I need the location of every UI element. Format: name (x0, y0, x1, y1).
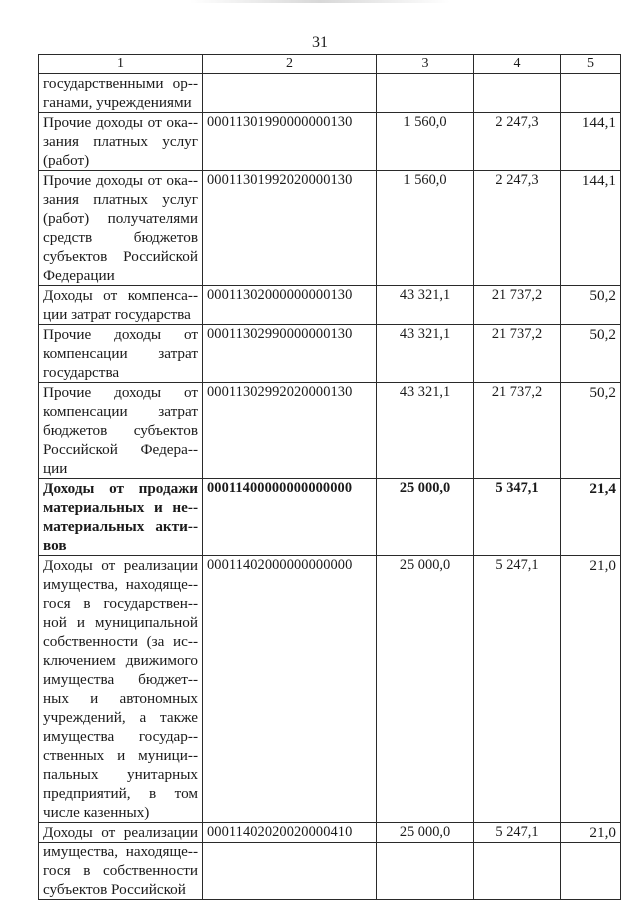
table-row (39, 171, 621, 286)
column-header: 3 (377, 55, 474, 74)
execution-percent-cell: 21,0 (561, 823, 621, 900)
planned-amount-cell (377, 74, 474, 113)
actual-amount-cell: 21 737,2 (474, 286, 561, 325)
actual-amount-cell: 5 247,1 (474, 823, 561, 900)
execution-percent-cell (561, 74, 621, 113)
column-header: 4 (474, 55, 561, 74)
budget-code-cell: 00011402020020000410 (203, 823, 377, 900)
budget-code-cell (203, 74, 377, 113)
actual-amount-cell: 5 247,1 (474, 556, 561, 823)
scan-edge-smudge (190, 0, 450, 3)
column-header: 2 (203, 55, 377, 74)
actual-amount-cell: 2 247,3 (474, 113, 561, 171)
execution-percent-cell: 144,1 (561, 171, 621, 286)
budget-code-cell: 00011302000000000130 (203, 286, 377, 325)
table-row (39, 74, 621, 113)
table-row (39, 383, 621, 479)
table-row (39, 113, 621, 171)
column-number-row (39, 55, 621, 74)
actual-amount-cell: 2 247,3 (474, 171, 561, 286)
planned-amount-cell: 1 560,0 (377, 171, 474, 286)
execution-percent-cell: 50,2 (561, 286, 621, 325)
execution-percent-cell: 21,4 (561, 479, 621, 556)
planned-amount-cell: 25 000,0 (377, 556, 474, 823)
income-name-cell: Доходы от продажи материальных и не-материальных акти-вов (39, 479, 203, 556)
planned-amount-cell: 25 000,0 (377, 479, 474, 556)
actual-amount-cell: 21 737,2 (474, 383, 561, 479)
column-header: 5 (561, 55, 621, 74)
execution-percent-cell: 50,2 (561, 383, 621, 479)
execution-percent-cell: 50,2 (561, 325, 621, 383)
budget-code-cell: 00011301990000000130 (203, 113, 377, 171)
actual-amount-cell: 5 347,1 (474, 479, 561, 556)
planned-amount-cell: 43 321,1 (377, 325, 474, 383)
income-name-cell: Прочие доходы от ока-зания платных услуг (работ) (39, 113, 203, 171)
column-header: 1 (39, 55, 203, 74)
planned-amount-cell: 43 321,1 (377, 286, 474, 325)
income-name-cell: Доходы от реализации имущества, находяще-гося в государствен-ной и муниципальной собственности (за ис-ключением движимого имущества бюджет-ных и автономных учреждений, а также имущества государ-ственных и муници-пальных унитарных предприятий, в том числе казенных) (39, 556, 203, 823)
income-name-cell: государственными ор-ганами, учреждениями (39, 74, 203, 113)
revenue-table (38, 54, 621, 900)
execution-percent-cell: 21,0 (561, 556, 621, 823)
budget-code-cell: 00011302992020000130 (203, 383, 377, 479)
table-row (39, 479, 621, 556)
table-row (39, 325, 621, 383)
income-name-cell: Прочие доходы от компенсации затрат государства (39, 325, 203, 383)
table-row (39, 823, 621, 900)
planned-amount-cell: 25 000,0 (377, 823, 474, 900)
table-row (39, 286, 621, 325)
actual-amount-cell (474, 74, 561, 113)
budget-code-cell: 00011301992020000130 (203, 171, 377, 286)
actual-amount-cell: 21 737,2 (474, 325, 561, 383)
planned-amount-cell: 1 560,0 (377, 113, 474, 171)
table-row (39, 556, 621, 823)
execution-percent-cell: 144,1 (561, 113, 621, 171)
bottom-rule (38, 842, 620, 843)
planned-amount-cell: 43 321,1 (377, 383, 474, 479)
budget-code-cell: 00011302990000000130 (203, 325, 377, 383)
income-name-cell: Прочие доходы от ока-зания платных услуг (работ) получателями средств бюджетов субъектов Российской Федерации (39, 171, 203, 286)
income-name-cell: Доходы от реализации имущества, находяще-гося в собственности субъектов Российской (39, 823, 203, 900)
budget-code-cell: 00011402000000000000 (203, 556, 377, 823)
page-number: 31 (312, 34, 328, 51)
income-name-cell: Доходы от компенса-ции затрат государства (39, 286, 203, 325)
table-body (39, 74, 621, 900)
budget-code-cell: 00011400000000000000 (203, 479, 377, 556)
income-name-cell: Прочие доходы от компенсации затрат бюджетов субъектов Российской Федера-ции (39, 383, 203, 479)
